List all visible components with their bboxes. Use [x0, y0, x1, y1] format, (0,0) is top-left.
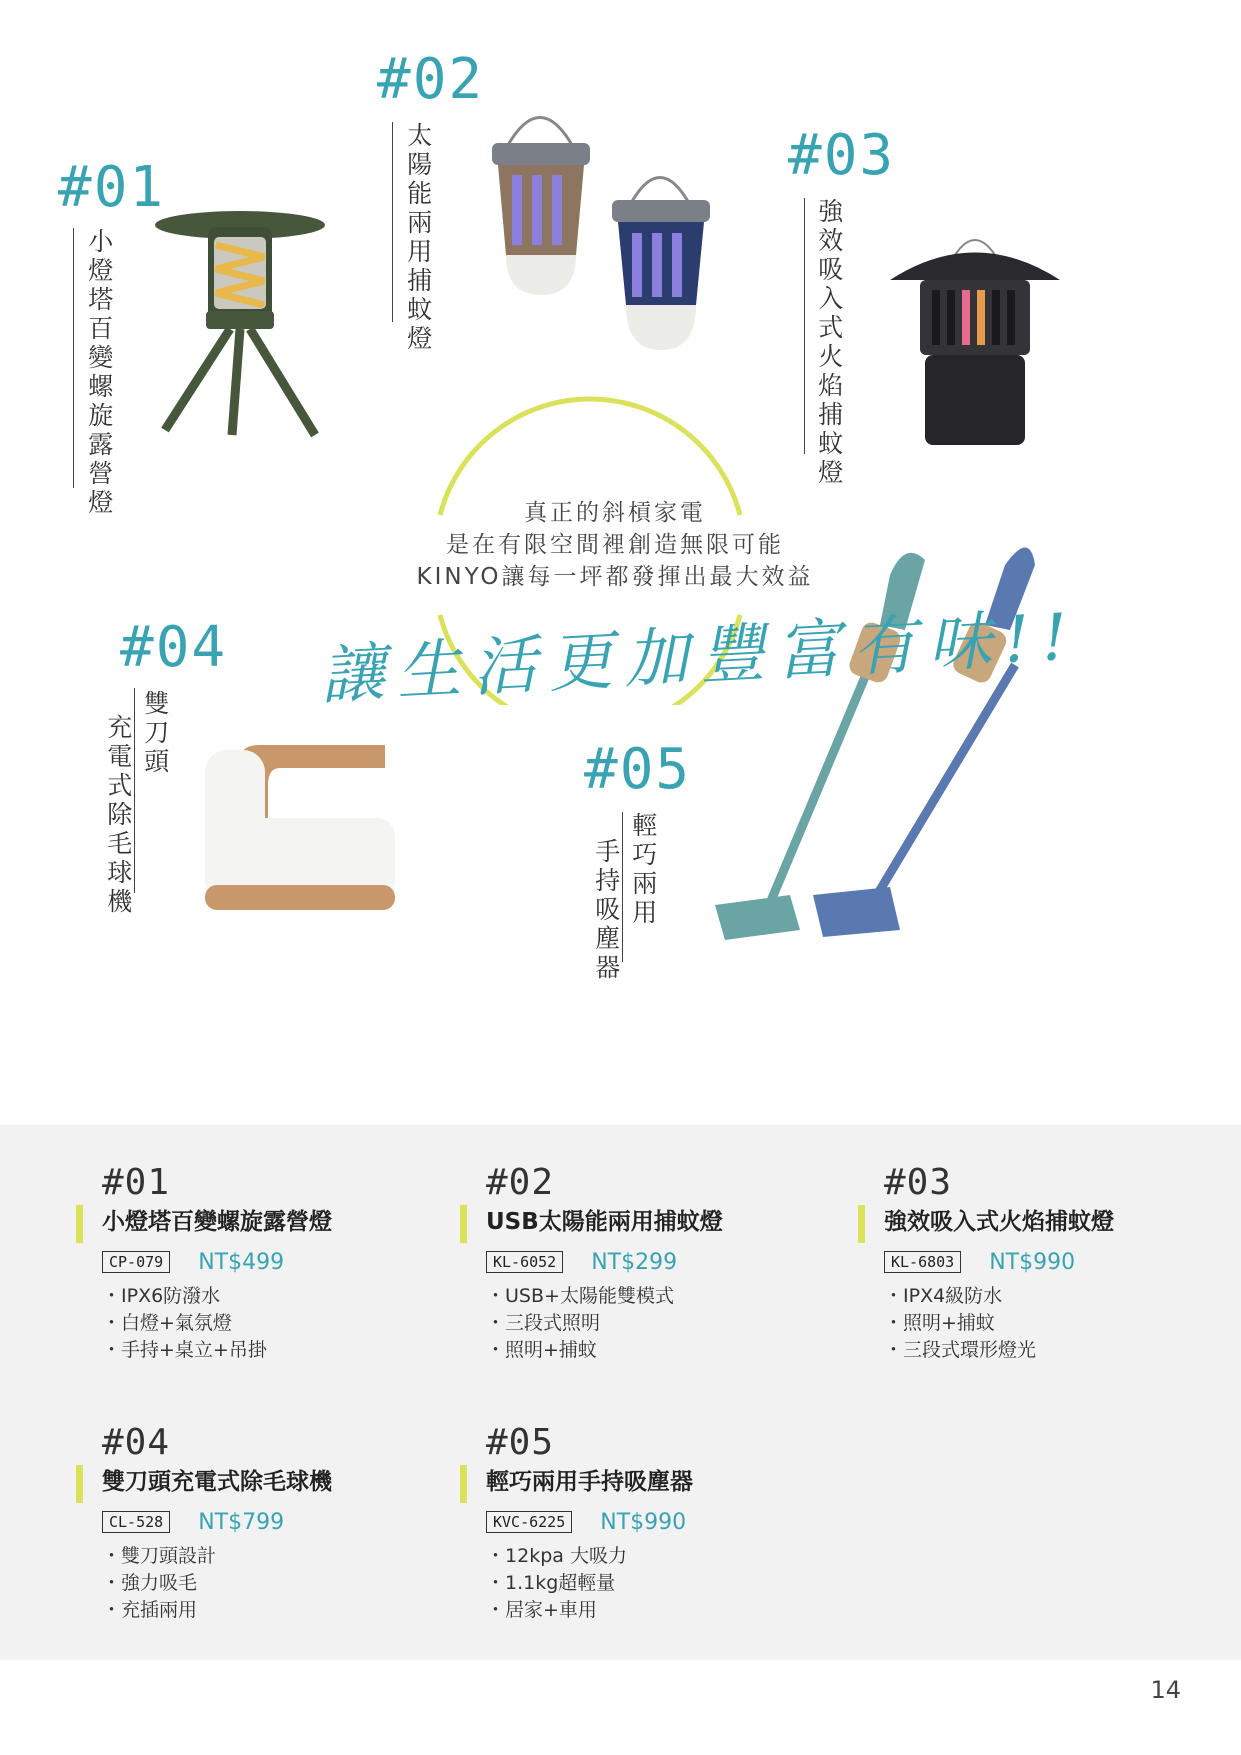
feature-item: ・ IPX4級防水	[884, 1283, 1214, 1310]
divider	[804, 198, 805, 454]
hero-name-02: 太陽能兩用捕蚊燈	[403, 122, 433, 354]
model-badge: CL-528	[102, 1511, 170, 1533]
feature-item: ・ 居家+車用	[486, 1597, 816, 1624]
feature-item: ・ 白燈+氣氛燈	[102, 1310, 432, 1337]
feature-item: ・ IPX6防潑水	[102, 1283, 432, 1310]
product-card-03	[884, 1163, 1214, 1364]
feature-list	[486, 1283, 816, 1364]
highlight-bar	[460, 1205, 467, 1243]
feature-item: ・ 充插兩用	[102, 1597, 432, 1624]
price: NT$499	[198, 1249, 285, 1275]
divider	[622, 812, 623, 962]
slogan-line-1: 真正的斜槓家電	[524, 500, 706, 526]
feature-list	[884, 1283, 1214, 1364]
product-name: 強效吸入式火焰捕蚊燈	[884, 1209, 1114, 1235]
divider	[73, 228, 74, 488]
highlight-bar	[858, 1205, 865, 1243]
model-badge: KL-6803	[884, 1251, 961, 1273]
hero-num-05: #05	[584, 737, 692, 802]
hero-name-04b: 充電式除毛球機	[103, 714, 133, 917]
page-number: 14	[1150, 1676, 1181, 1704]
camping-lantern-image	[150, 205, 330, 440]
hero-name-03: 強效吸入式火焰捕蚊燈	[814, 198, 844, 488]
feature-item: ・ 三段式照明	[486, 1310, 816, 1337]
product-number: #01	[102, 1162, 171, 1203]
solar-mosquito-lamp-image	[480, 95, 720, 355]
lint-remover-image	[200, 740, 400, 920]
slogan-line-2: 是在有限空間裡創造無限可能	[446, 532, 784, 558]
highlight-bar	[460, 1465, 467, 1503]
product-number: #03	[884, 1162, 953, 1203]
feature-list	[102, 1543, 432, 1624]
feature-item: ・ 1.1kg超輕量	[486, 1570, 816, 1597]
price: NT$990	[600, 1509, 687, 1535]
handwritten-slogan: 讓生活更加豐富有味!!	[318, 600, 1082, 714]
feature-item: ・ 雙刀頭設計	[102, 1543, 432, 1570]
highlight-bar	[76, 1465, 83, 1503]
hero-num-03: #03	[788, 123, 896, 188]
feature-item: ・ 12kpa 大吸力	[486, 1543, 816, 1570]
feature-item: ・ 照明+捕蚊	[486, 1337, 816, 1364]
price: NT$799	[198, 1509, 285, 1535]
hero-name-04a: 雙刀頭	[140, 690, 170, 777]
product-number: #04	[102, 1422, 171, 1463]
product-number: #02	[486, 1162, 555, 1203]
model-badge: KVC-6225	[486, 1511, 572, 1533]
product-name: 雙刀頭充電式除毛球機	[102, 1469, 332, 1495]
spec-panel	[0, 1125, 1241, 1660]
feature-item: ・ 手持+桌立+吊掛	[102, 1337, 432, 1364]
product-card-04	[102, 1423, 432, 1624]
hero-num-04: #04	[120, 615, 228, 680]
product-number: #05	[486, 1422, 555, 1463]
feature-item: ・ 照明+捕蚊	[884, 1310, 1214, 1337]
model-badge: KL-6052	[486, 1251, 563, 1273]
hero-name-01: 小燈塔百變螺旋露營燈	[84, 228, 114, 518]
slogan-line-3: KINYO讓每一坪都發揮出最大效益	[416, 564, 814, 590]
hero-num-01: #01	[58, 155, 166, 220]
price: NT$299	[591, 1249, 678, 1275]
feature-list	[102, 1283, 432, 1364]
feature-item: ・ 三段式環形燈光	[884, 1337, 1214, 1364]
product-name: 小燈塔百變螺旋露營燈	[102, 1209, 332, 1235]
product-card-01	[102, 1163, 432, 1364]
feature-item: ・ USB+太陽能雙模式	[486, 1283, 816, 1310]
product-card-02	[486, 1163, 816, 1364]
feature-item: ・ 強力吸毛	[102, 1570, 432, 1597]
product-card-05	[486, 1423, 816, 1624]
feature-list	[486, 1543, 816, 1624]
hero-name-05a: 輕巧兩用	[628, 812, 658, 928]
divider	[392, 122, 393, 322]
product-name: 輕巧兩用手持吸塵器	[486, 1469, 693, 1495]
hero-name-05b: 手持吸塵器	[591, 838, 621, 983]
flame-mosquito-lamp-image	[885, 225, 1065, 455]
product-name: USB太陽能兩用捕蚊燈	[486, 1209, 723, 1235]
hero-num-02: #02	[377, 47, 485, 112]
model-badge: CP-079	[102, 1251, 170, 1273]
divider	[134, 688, 135, 893]
price: NT$990	[989, 1249, 1076, 1275]
highlight-bar	[76, 1205, 83, 1243]
